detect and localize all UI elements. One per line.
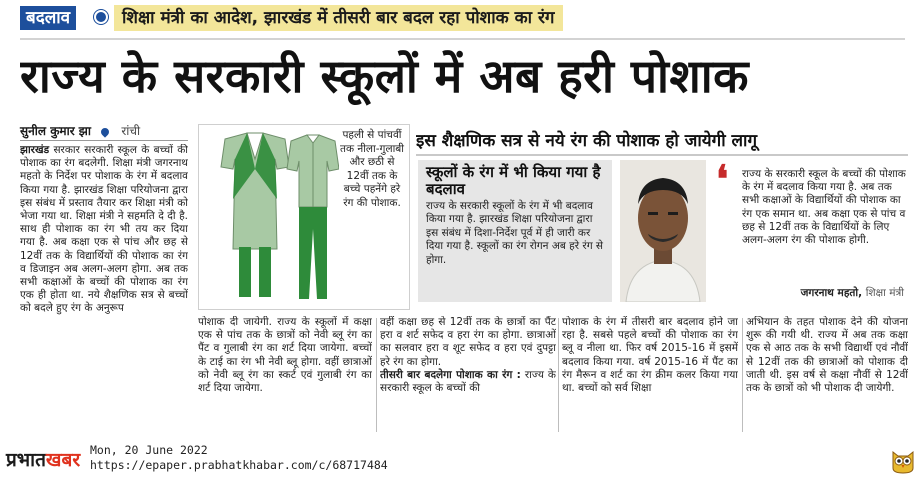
headline: राज्य के सरकारी स्कूलों में अब हरी पोशाक: [20, 49, 749, 103]
sidebar-box-title: स्कूलों के रंग में भी किया गया है बदलाव: [426, 163, 601, 198]
column-divider: [742, 318, 743, 432]
boy-uniform-icon: [287, 135, 339, 299]
top-strip: [0, 0, 924, 38]
uniform-illustration: [198, 124, 410, 310]
subheadline: इस शैक्षणिक सत्र से नये रंग की पोशाक हो जायेगी लागू: [416, 131, 758, 151]
column-3-text-after: राज्य के सरकारी स्कूल के बच्चों की: [380, 368, 556, 395]
publication-date: Mon, 20 June 2022: [90, 443, 208, 457]
minister-photo: [620, 160, 706, 302]
article-column-4: पोशाक के रंग में तीसरी बार बदलाव होने जा रहा है. सबसे पहले बच्चों की पोशाक का रंग ब्लू व नीला था. फिर वर्ष 2015-16 में इसमें बदलाव किया गया. वर्ष 2015-16 में पैंट का रंग मैरून व शर्ट का रंग क्रीम कलर किया गया था. बच्चों को सर्व शिक्षा: [562, 316, 738, 395]
sidebar-box-body: राज्य के सरकारी स्कूलों के रंग में भी बदलाव किया गया है. झारखंड शिक्षा परियोजना द्वारा इस संबंध में दिशा-निर्देश पूर्व में ही जारी कर दिया गया है. स्कूलों का रंग रोगन अब हरे रंग से होगा.: [426, 200, 604, 266]
column-1-text: सरकार सरकारी स्कूल के बच्चों की पोशाक का रंग बदलेगी. शिक्षा मंत्री जगरनाथ महतो के निर्देश पर पोशाक के रंग में बदलाव किया गया है. झारखंड शिक्षा परियोजना द्वारा इस संबंध में प्रस्ताव तैयार कर शिक्षा मंत्री को भेजा गया था. शिक्षा मंत्री ने सहमति दे दी है. साथ ही पोशाक का रंग भी तय कर दिया गया है. अब कक्षा एक से पांच और छह से 12वीं तक के विद्यार्थियों की पोशाक का रंग व डिजाइन अब अलग-अलग होगा. अब तक सभी कक्षाओं के बच्चों की पोशाक का रंग एक ही होता था. नये शैक्षणिक सत्र से बच्चों को बदले हुए रंग के अनुरूप: [20, 144, 188, 315]
sidebar-box: [418, 160, 612, 302]
badge-dot: [94, 10, 108, 24]
minister-quote: [716, 156, 908, 302]
inline-subhead: तीसरी बार बदलेगा पोशाक का रंग :: [380, 368, 521, 381]
quote-text: राज्य के सरकारी स्कूल के बच्चों की पोशाक के रंग में बदलाव किया गया है. अब तक सभी कक्षाओं के विद्यार्थियों की पोशाक का रंग एक समान था. अब कक्षा एक से पांच व छह से 12वीं तक के विद्यार्थियों के लिए अलग-अलग रंग की पोशाक होगी.: [742, 168, 906, 247]
top-kicker: शिक्षा मंत्री का आदेश, झारखंड में तीसरी बार बदल रहा पोशाक का रंग: [114, 5, 563, 31]
byline-location: रांची: [121, 124, 141, 138]
newspaper-logo[interactable]: [6, 446, 80, 472]
girl-uniform-icon: [221, 133, 289, 297]
quote-name: जगरनाथ महतो,: [800, 287, 863, 299]
logo-part-2: खबर: [45, 449, 81, 471]
quote-mark-icon: ❛: [716, 156, 729, 201]
logo-part-1: प्रभात: [6, 449, 46, 471]
article-column-2: पोशाक दी जायेगी. राज्य के स्कूलों में कक्षा एक से पांच तक के छात्रों को नेवी ब्लू रंग का पैंट व गुलाबी रंग का शर्ट दिया जायेगा. बच्चों के टाई का रंग भी नेवी ब्लू होगा. वहीं छात्राओं को नेवी ब्लू रंग का स्कर्ट एवं गुलाबी रंग का शर्ट दिया जायेगा.: [198, 316, 372, 395]
footer: [0, 440, 924, 480]
column-divider: [376, 318, 377, 432]
article-column-3: [380, 316, 556, 434]
illustration-caption: पहली से पांचवीं तक नीला-गुलाबी और छठी से 12वीं तक के बच्चे पहनेंगे हरे रंग की पोशाक.: [339, 129, 405, 209]
byline-rule: [20, 140, 188, 141]
quote-attribution: [801, 286, 904, 300]
subheadline-rule: [416, 154, 908, 156]
byline: [20, 122, 140, 139]
location-pin-icon: [99, 126, 110, 137]
footer-meta: [90, 443, 388, 473]
uniform-figures: [203, 129, 339, 307]
article-column-1: [20, 144, 188, 432]
quote-title: शिक्षा मंत्री: [865, 287, 904, 299]
header-rule: [20, 38, 905, 40]
article-column-5: अभियान के तहत पोशाक देने की योजना शुरू की गयी थी. राज्य में अब तक कक्षा एक से आठ तक के सभी विद्यार्थी एवं नौवीं से 12वीं तक की छात्राओं को पोशाक दी जाती थी. इस वर्ष से कक्षा नौवीं से 12वीं तक के छात्रों को भी पोशाक दी जायेगी.: [746, 316, 908, 395]
owl-icon: [889, 446, 917, 474]
topic-badge: बदलाव: [20, 6, 76, 30]
column-3-text: वहीं कक्षा छह से 12वीं तक के छात्रों का पैंट हरा व शर्ट सफेद व हरा रंग का होगा. छात्राओं का सलवार हरा व शूट सफेद व हरा एवं दुपट्टा हरे रंग का होगा.: [380, 316, 556, 368]
dateline-lead: झारखंड: [20, 144, 50, 156]
epaper-url[interactable]: https://epaper.prabhatkhabar.com/c/68717484: [90, 458, 388, 472]
column-divider: [558, 318, 559, 432]
byline-author: सुनील कुमार झा: [20, 124, 91, 138]
person-portrait-icon: [620, 160, 706, 302]
